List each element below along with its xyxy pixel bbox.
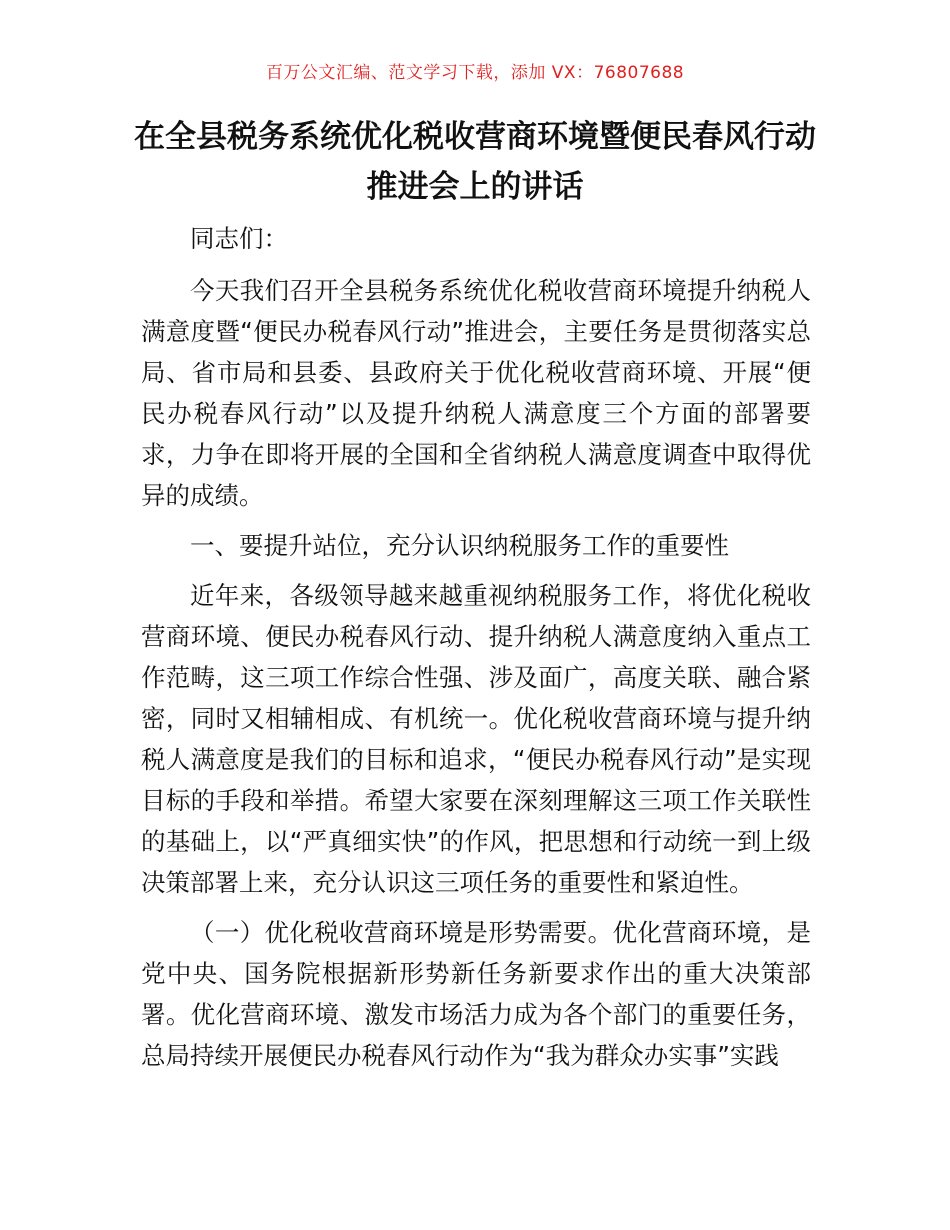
paragraph-subsection-1: （一）优化税收营商环境是形势需要。优化营商环境，是党中央、国务院根据新形势新任务新要求作出的重大决策部署。优化营商环境、激发市场活力成为各个部门的重要任务，总局持续开展便民办税春风行动作为“我为群众办实事”实践 xyxy=(141,918,811,1070)
document-title: 在全县税务系统优化税收营商环境暨便民春风行动推进会上的讲话 xyxy=(134,119,816,205)
section-heading-1: 一、要提升站位，充分认识纳税服务工作的重要性 xyxy=(190,531,729,560)
paragraph-intro: 今天我们召开全县税务系统优化税收营商环境提升纳税人满意度暨“便民办税春风行动”推进会，主要任务是贯彻落实总局、省市局和县委、县政府关于优化税收营商环境、开展“便民办税春风行动”以及提升纳税人满意度三个方面的部署要求，力争在即将开展的全国和全省纳税人满意度调查中取得优异的成绩。 xyxy=(141,276,811,510)
header-watermark-note: 百万公文汇编、范文学习下载，添加 VX：76807688 xyxy=(265,63,685,83)
document-body xyxy=(141,218,811,1085)
salutation: 同志们： xyxy=(190,224,288,253)
paragraph-section-1: 近年来，各级领导越来越重视纳税服务工作，将优化税收营商环境、便民办税春风行动、提升纳税人满意度纳入重点工作范畴，这三项工作综合性强、涉及面广，高度关联、融合紧密，同时又相辅相成、有机统一。优化税收营商环境与提升纳税人满意度是我们的目标和追求，“便民办税春风行动”是实现目标的手段和举措。希望大家要在深刻理解这三项工作关联性的基础上，以“严真细实快”的作风，把思想和行动统一到上级决策部署上来，充分认识这三项任务的重要性和紧迫性。 xyxy=(141,581,811,897)
